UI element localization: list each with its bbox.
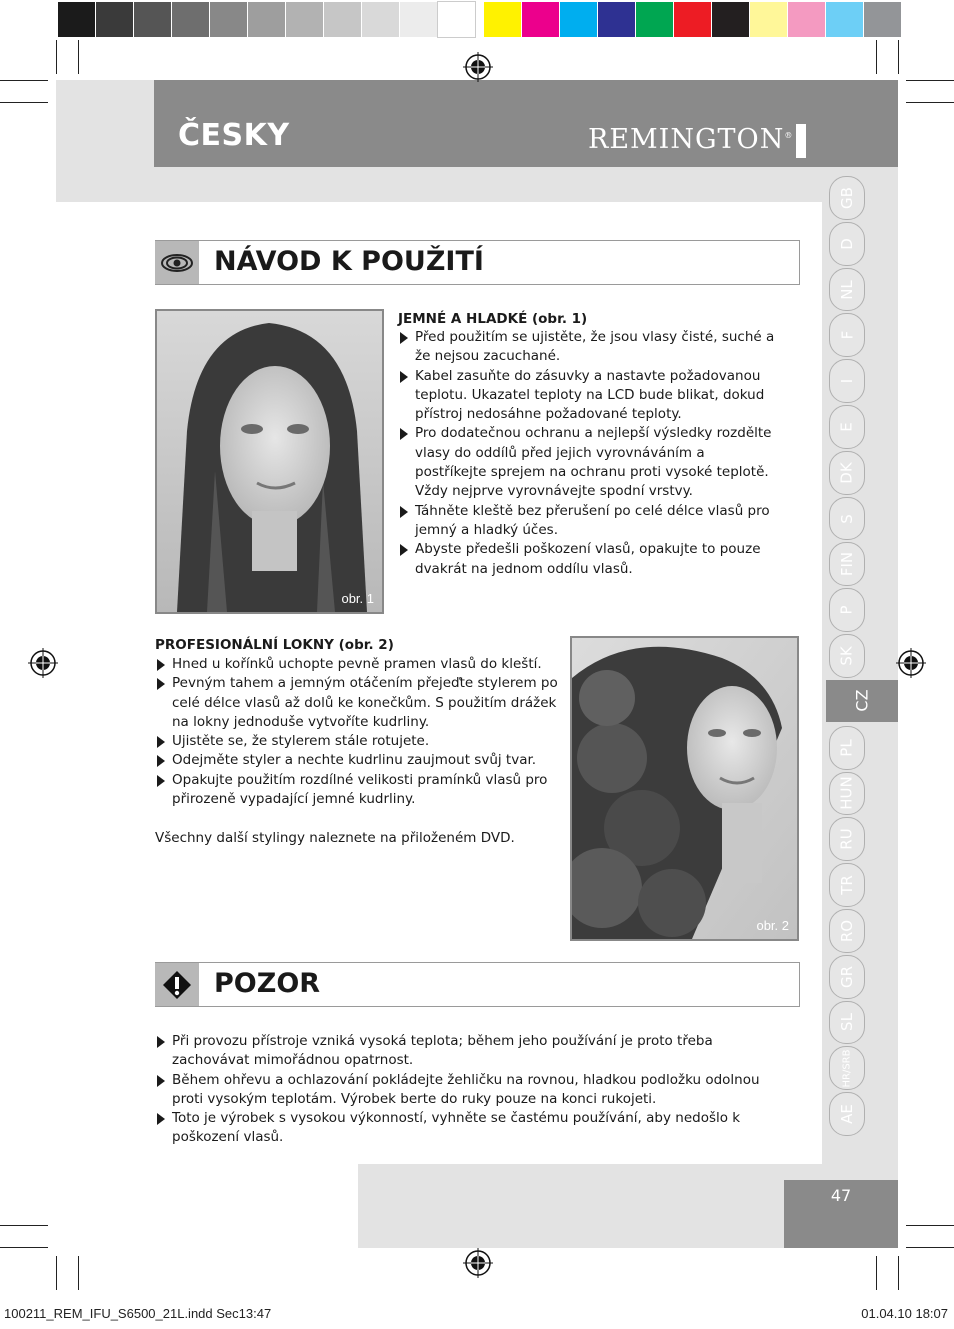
crop-mark: [0, 80, 48, 81]
smooth-step-item: Kabel zasuňte do zásuvky a nastavte požadovanou teplotu. Ukazatel teploty na LCD bude blikat, dokud přístroj nedosáhne požadované teploty.: [398, 367, 780, 425]
footer-file-info: 100211_REM_IFU_S6500_21L.indd Sec13:47: [4, 1306, 272, 1321]
color-swatch: [484, 2, 521, 37]
caution-item: Během ohřevu a ochlazování pokládejte žehličku na rovnou, hladkou podložku odolnou proti vysokým teplotám. Výrobek berte do ruky pouze na konci rukojeti.: [155, 1071, 775, 1110]
brand-bar: [796, 124, 806, 158]
gray-swatch: [362, 2, 399, 37]
curls-steps-list: [155, 655, 560, 809]
language-tab-dk[interactable]: [829, 451, 865, 495]
language-tab-pl[interactable]: [829, 726, 865, 770]
crop-mark: [0, 1247, 48, 1248]
crop-mark: [876, 1256, 877, 1290]
crop-mark: [78, 40, 79, 74]
language-tab-p[interactable]: [829, 588, 865, 632]
curls-step-item: Opakujte použitím rozdílné velikosti pramínků vlasů pro přirozeně vypadající jemné kudrliny.: [155, 771, 560, 810]
color-swatch: [674, 2, 711, 37]
color-swatch: [750, 2, 787, 37]
gray-swatch: [400, 2, 437, 37]
smooth-step-item: Táhněte kleště bez přerušení po celé délce vlasů pro jemný a hladký účes.: [398, 502, 780, 541]
color-swatch: [636, 2, 673, 37]
gray-swatch: [172, 2, 209, 37]
gray-swatch: [58, 2, 95, 37]
language-tab-label: TR: [838, 875, 856, 895]
language-tab-label: CZ: [852, 689, 872, 712]
caution-item: Při provozu přístroje vzniká vysoká teplota; během jeho používání je proto třeba zachovávat mimořádnou opatrnost.: [155, 1032, 775, 1071]
gray-swatch: [248, 2, 285, 37]
language-tab-label: S: [838, 513, 856, 524]
instructions-title: NÁVOD K POUŽITÍ: [214, 246, 484, 277]
crop-mark: [906, 80, 954, 81]
smooth-step-item: Před použitím se ujistěte, že jsou vlasy čisté, suché a že nejsou zacuchané.: [398, 328, 780, 367]
language-tab-label: I: [838, 378, 856, 384]
language-tab-label: DK: [837, 462, 856, 484]
color-swatch: [864, 2, 901, 37]
gray-swatch: [438, 2, 475, 37]
language-tab-label: HUN: [837, 776, 856, 811]
dvd-note: Všechny další stylingy naleznete na přiloženém DVD.: [155, 830, 515, 846]
gray-swatch: [324, 2, 361, 37]
language-tab-nl[interactable]: [829, 268, 865, 312]
curls-step-item: Hned u kořínků uchopte pevně pramen vlasů do kleští.: [155, 655, 560, 674]
crop-mark: [876, 40, 877, 74]
language-tab-label: RO: [837, 919, 856, 942]
language-tab-ae[interactable]: [829, 1092, 865, 1136]
crop-mark: [906, 1247, 954, 1248]
photo-2-caption: obr. 2: [756, 918, 789, 933]
caution-list: [155, 1032, 775, 1148]
language-tab-label: SL: [837, 1013, 856, 1032]
color-swatch: [598, 2, 635, 37]
footer-date: 01.04.10 18:07: [861, 1306, 948, 1321]
language-title: ČESKY: [178, 118, 290, 153]
curls-step-item: Ujistěte se, že stylerem stále rotujete.: [155, 732, 560, 751]
language-tab-label: E: [837, 422, 856, 432]
registration-mark-top: [463, 52, 493, 82]
smooth-step-item: Abyste předešli poškození vlasů, opakujte to pouze dvakrát na jednom oddílu vlasů.: [398, 540, 780, 579]
language-tab-sk[interactable]: [829, 634, 865, 678]
language-tab-ru[interactable]: [829, 817, 865, 861]
smooth-step-item: Pro dodatečnou ochranu a nejlepší výsledky rozdělte vlasy do oddílů před jejich vyrovnáváním a postříkejte sprejem na ochranu proti vysoké teplotě. Vždy nejprve vyrovnávejte spodní vrstvy.: [398, 424, 780, 501]
language-tab-label: P: [837, 605, 856, 615]
language-tab-label: RU: [838, 828, 856, 850]
language-tab-e[interactable]: [829, 405, 865, 449]
brand-logo: REMINGTON®: [588, 124, 794, 155]
language-tab-cz[interactable]: [826, 680, 898, 722]
language-tab-d[interactable]: [829, 222, 865, 266]
smooth-heading: JEMNÉ A HLADKÉ (obr. 1): [398, 311, 588, 327]
registration-mark-right: [896, 648, 926, 678]
gray-swatch: [134, 2, 171, 37]
language-tab-sl[interactable]: [829, 1001, 865, 1045]
photo-curly-hair: [570, 636, 799, 941]
language-tab-label: PL: [838, 738, 856, 757]
crop-mark: [906, 102, 954, 103]
crop-mark: [0, 1225, 48, 1226]
language-tab-fin[interactable]: [829, 542, 865, 586]
color-swatch: [560, 2, 597, 37]
language-tab-hr-srb[interactable]: [829, 1046, 865, 1090]
eye-icon: [155, 241, 199, 284]
crop-mark: [898, 1256, 899, 1290]
language-tab-label: GR: [837, 965, 856, 988]
color-swatch: [826, 2, 863, 37]
color-swatch: [788, 2, 825, 37]
registration-mark-left: [28, 648, 58, 678]
language-tab-label: SK: [837, 646, 856, 666]
photo-straight-hair: [155, 309, 384, 614]
language-tab-f[interactable]: [829, 313, 865, 357]
language-tab-label: FIN: [838, 552, 856, 577]
crop-mark: [56, 40, 57, 74]
photo-1-caption: obr. 1: [341, 591, 374, 606]
crop-mark: [56, 1256, 57, 1290]
language-tab-label: D: [838, 237, 856, 250]
gray-swatch: [286, 2, 323, 37]
language-tab-gr[interactable]: [829, 955, 865, 999]
language-tab-label: AE: [838, 1104, 856, 1124]
registration-mark-bottom: [463, 1248, 493, 1278]
page-number: 47: [830, 1186, 852, 1205]
language-tab-tr[interactable]: [829, 863, 865, 907]
color-swatch: [522, 2, 559, 37]
warning-icon: [155, 963, 199, 1006]
caution-item: Toto je výrobek s vysokou výkonností, vyhněte se častému používání, aby nedošlo k poškození vlasů.: [155, 1109, 775, 1148]
gray-swatch: [96, 2, 133, 37]
color-swatch: [712, 2, 749, 37]
gray-swatch: [210, 2, 247, 37]
caution-title: POZOR: [214, 968, 321, 999]
language-tab-ro[interactable]: [829, 909, 865, 953]
language-tab-label: HR/SRB: [841, 1049, 853, 1088]
language-tab-i[interactable]: [829, 359, 865, 403]
crop-mark: [0, 102, 48, 103]
smooth-steps-list: [398, 328, 780, 579]
language-tab-label: GB: [837, 186, 856, 209]
language-tab-label: F: [837, 330, 856, 340]
crop-mark: [78, 1256, 79, 1290]
curls-step-item: Pevným tahem a jemným otáčením přejeďte stylerem po celé délce vlasů až dolů ke konečkům. S použitím drážek na lokny jednoduše vytvoříte kudrliny.: [155, 674, 560, 732]
language-tab-gb[interactable]: [829, 176, 865, 220]
curls-step-item: Odejměte styler a nechte kudrlinu zaujmout svůj tvar.: [155, 751, 560, 770]
crop-mark: [898, 40, 899, 74]
crop-mark: [906, 1225, 954, 1226]
language-tab-s[interactable]: [829, 497, 865, 541]
language-tab-hun[interactable]: [829, 772, 865, 816]
language-tab-label: NL: [837, 279, 856, 300]
curls-heading: PROFESIONÁLNÍ LOKNY (obr. 2): [155, 637, 394, 653]
